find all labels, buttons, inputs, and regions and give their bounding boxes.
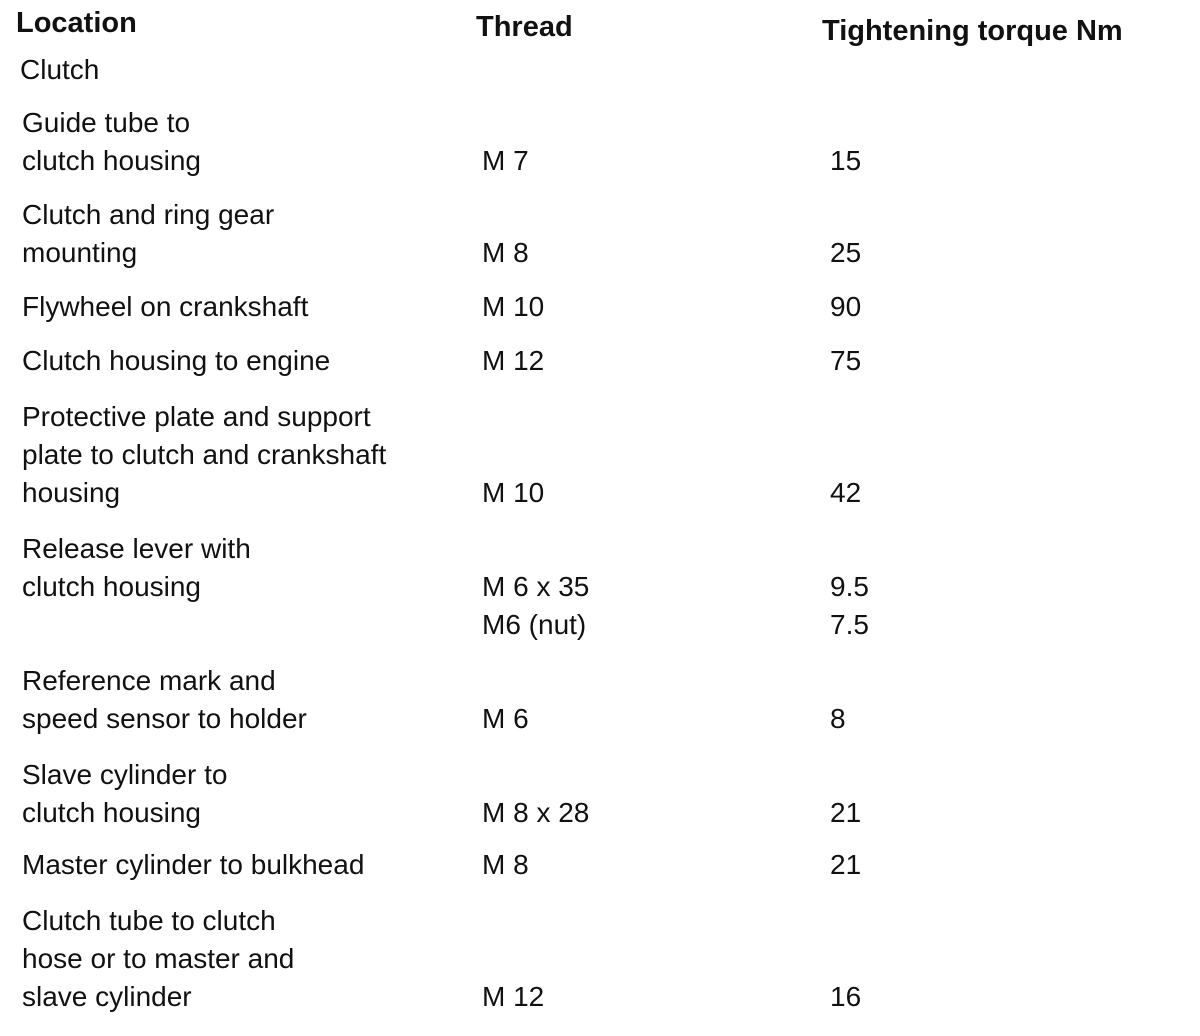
torque-cell: 15 [830,145,862,176]
location-line: Clutch housing to engine [22,345,331,376]
torque-cell: 8 [830,703,846,734]
location-line: Clutch and ring gear [22,199,275,230]
section-title: Clutch [20,54,100,85]
location-cell [22,342,472,380]
thread-line: M6 (nut) [482,609,587,640]
location-line: clutch housing [22,145,202,176]
thread-cell: M 10 [482,477,545,508]
location-line: clutch housing [22,797,202,828]
thread-cell: M 12 [482,345,545,376]
location-line: speed sensor to holder [22,703,307,734]
torque-line: 9.5 [830,571,869,602]
torque-cell: 42 [830,477,862,508]
location-line: Guide tube to [22,107,191,138]
thread-cell [482,568,802,644]
thread-cell: M 12 [482,981,545,1012]
location-line: clutch housing [22,571,202,602]
location-line: Clutch tube to clutch [22,905,276,936]
header-location: Location [16,7,137,39]
location-cell [22,104,472,180]
torque-cell: 21 [830,849,862,880]
location-cell [22,902,472,1016]
torque-line: 7.5 [830,609,869,640]
location-line: slave cylinder [22,981,192,1012]
location-cell [22,196,472,272]
location-line: plate to clutch and crankshaft [22,439,387,470]
location-line: Release lever with [22,533,251,564]
location-line: Reference mark and [22,665,276,696]
location-cell [22,662,472,738]
location-line: Master cylinder to bulkhead [22,849,365,880]
thread-cell: M 8 x 28 [482,797,590,828]
thread-cell: M 8 [482,849,529,880]
torque-cell: 21 [830,797,862,828]
torque-cell: 75 [830,345,862,376]
torque-cell: 25 [830,237,862,268]
torque-cell: 16 [830,981,862,1012]
location-line: Slave cylinder to [22,759,228,790]
location-cell [22,288,472,326]
location-line: mounting [22,237,138,268]
thread-cell: M 6 [482,703,529,734]
location-cell [22,756,472,832]
thread-cell: M 7 [482,145,529,176]
header-thread: Thread [476,11,573,43]
thread-cell: M 8 [482,237,529,268]
torque-cell: 90 [830,291,862,322]
location-line: housing [22,477,121,508]
header-torque: Tightening torque Nm [822,15,1123,47]
thread-cell: M 10 [482,291,545,322]
location-line: Protective plate and support [22,401,371,432]
location-line: Flywheel on crankshaft [22,291,309,322]
location-cell [22,530,472,606]
torque-cell [830,568,1130,644]
location-line: hose or to master and [22,943,295,974]
location-cell [22,846,472,884]
thread-line: M 6 x 35 [482,571,590,602]
location-cell [22,398,472,512]
